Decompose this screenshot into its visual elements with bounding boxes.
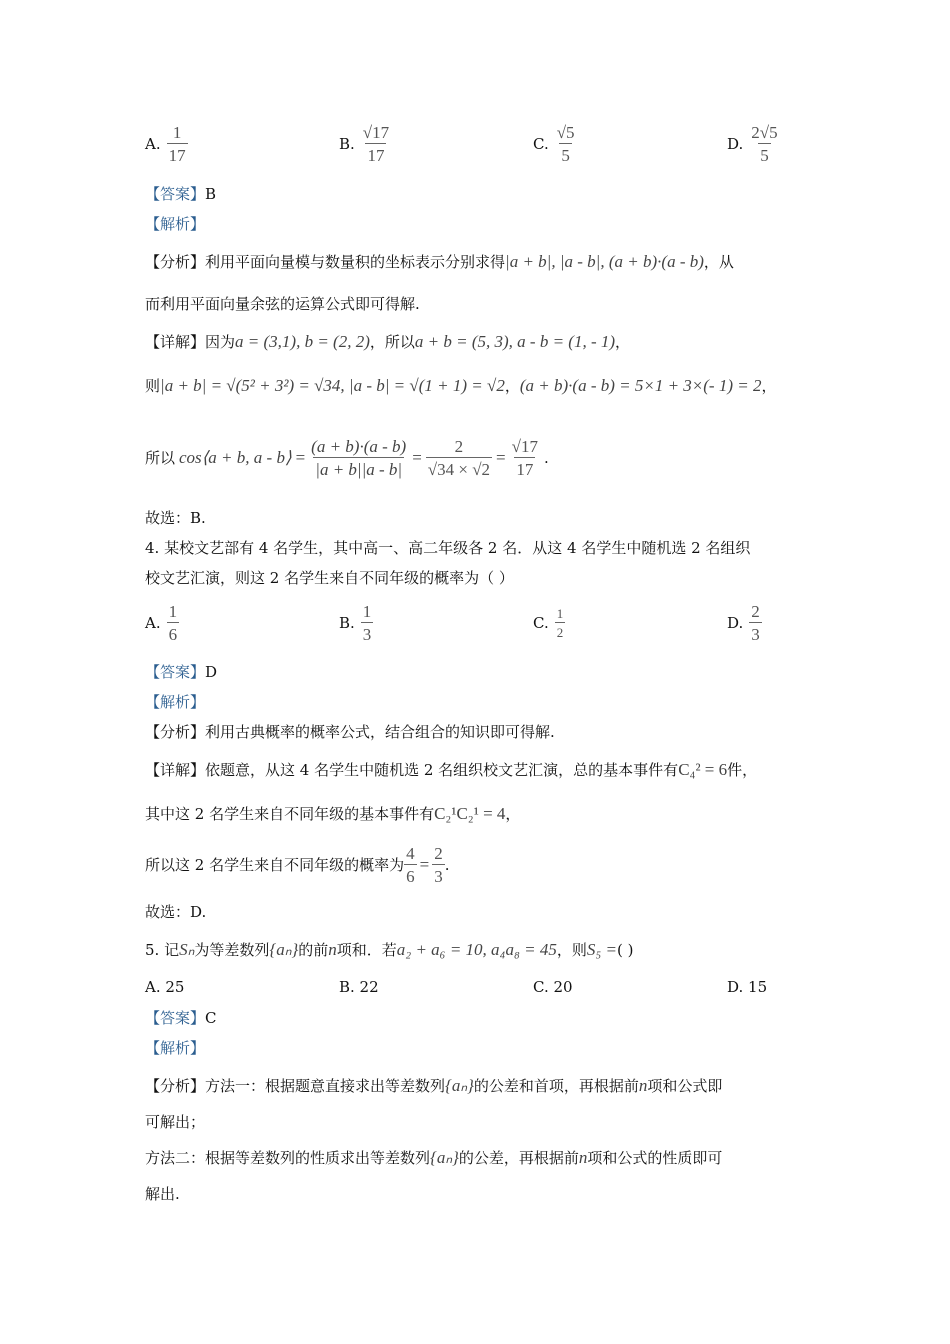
- q4-suoyi: 所以这 2 名学生来自不同年级的概率为 $\frac{4}{6}$ = $\frac{2}{3}$ .: [145, 844, 450, 886]
- q4-xiangjie: 【详解】依题意，从这 4 名学生中随机选 2 名组织校文艺汇演，总的基本事件有C₄² = 6件，: [145, 760, 758, 779]
- q5-choices: [145, 978, 921, 996]
- q4-qizhong: 其中这 2 名学生来自不同年级的基本事件有C₂¹C₂¹ = 4，: [145, 804, 521, 823]
- q3-fenxi-line2: 而利用平面向量余弦的运算公式即可得解.: [145, 295, 420, 313]
- q5-choice-a: A. 25: [145, 978, 185, 996]
- fraction: $\frac{2√5}{5}$: [751, 123, 778, 165]
- q5-method2-line2: 解出.: [145, 1185, 180, 1203]
- q5-analysis-tag: 【解析】: [145, 1039, 206, 1057]
- q3-choices: [145, 120, 921, 168]
- fraction: $\frac{4}{6}$: [406, 844, 415, 886]
- q3-xiangjie: 【详解】因为a = (3,1), b = (2, 2)，所以a + b = (5, 3), a - b = (1, - 1)，: [145, 332, 631, 351]
- fraction: $\frac{√17}{17}$: [362, 123, 390, 165]
- fraction: $\frac{1}{6}$: [168, 602, 178, 644]
- q3-cos-line: 所以 cos⟨a + b, a - b⟩ = $\frac{(a + b)\cdot(a - b)}{|a + b||a - b|}$ = $\frac{2}{√34 \times √2}$ = $\frac{√17}{17}$ .: [145, 437, 549, 479]
- q3-guxuan: 故选：B.: [145, 509, 206, 527]
- math-formula: |a + b| = √(5² + 3²) = √34, |a - b| = √(1 + 1) = √2: [160, 376, 505, 395]
- q5-choice-c: C. 20: [533, 978, 573, 996]
- q3-ze-line: 则|a + b| = √(5² + 3²) = √34, |a - b| = √(1 + 1) = √2，(a + b)·(a - b) = 5×1 + 3×(- 1) = 2，: [145, 376, 777, 395]
- q5-choice-d: D. 15: [727, 978, 768, 996]
- math-formula: (a + b)·(a - b) = 5×1 + 3×(- 1) = 2: [519, 376, 762, 395]
- q4-choices: [145, 600, 921, 646]
- q4-choice-b: B. $\frac{1}{3}$: [339, 602, 372, 644]
- q3-fenxi: 【分析】利用平面向量模与数量积的坐标表示分别求得|a + b|, |a - b|, (a + b)·(a - b)，从: [145, 252, 734, 271]
- q3-analysis-tag: 【解析】: [145, 215, 206, 233]
- fraction: $\frac{√5}{5}$: [556, 123, 575, 165]
- fraction: $\frac{(a + b)\cdot(a - b)}{|a + b||a - b|}$: [311, 437, 407, 479]
- q5-choice-b: B. 22: [339, 978, 379, 996]
- math-formula: C₂¹C₂¹ = 4: [434, 804, 506, 823]
- q4-guxuan: 故选：D.: [145, 903, 207, 921]
- q3-choice-d: D. $\frac{2√5}{5}$: [727, 123, 778, 165]
- math-formula: |a + b|, |a - b|, (a + b)·(a - b): [505, 252, 704, 271]
- math-formula: a = (3,1), b = (2, 2): [235, 332, 370, 351]
- q5-stem: 5. 记Sₙ为等差数列{aₙ}的前n项和．若a₂ + a₆ = 10, a₄a₈ = 45，则S₅ =( ): [145, 940, 634, 959]
- q3-choice-c: C. $\frac{√5}{5}$: [533, 123, 575, 165]
- math-formula: C₄² = 6: [678, 760, 728, 779]
- q4-choice-d: D. $\frac{2}{3}$: [727, 602, 760, 644]
- q4-stem-line1: 4. 某校文艺部有 4 名学生，其中高一、高二年级各 2 名．从这 4 名学生中随机选 2 名组织: [145, 539, 751, 557]
- fraction: $\frac{2}{3}$: [434, 844, 443, 886]
- q3-answer: 【答案】B: [145, 185, 217, 203]
- q4-fenxi: 【分析】利用古典概率的概率公式，结合组合的知识即可得解.: [145, 723, 555, 741]
- q4-analysis-tag: 【解析】: [145, 693, 206, 711]
- fraction: $\frac{2}{3}$: [751, 602, 760, 644]
- fraction: $\frac{2}{√34 \times √2}$: [427, 437, 491, 479]
- q5-method2: 方法二：根据等差数列的性质求出等差数列{aₙ}的公差，再根据前n项和公式的性质即可: [145, 1148, 723, 1167]
- q5-fenxi-line2: 可解出；: [145, 1113, 206, 1131]
- fraction: $\frac{1}{17}$: [168, 123, 186, 165]
- q3-choice-a: A. $\frac{1}{17}$: [145, 123, 186, 165]
- q3-choice-b: B. $\frac{√17}{17}$: [339, 123, 390, 165]
- q5-answer: 【答案】C: [145, 1009, 217, 1027]
- q4-stem-line2: 校文艺汇演，则这 2 名学生来自不同年级的概率为（ ）: [145, 569, 514, 587]
- q4-choice-c: C. $\frac{1}{2}$: [533, 606, 564, 640]
- fraction: $\frac{1}{3}$: [362, 602, 372, 644]
- q5-fenxi: 【分析】方法一：根据题意直接求出等差数列{aₙ}的公差和首项，再根据前n项和公式即: [145, 1076, 723, 1095]
- q4-choice-a: A. $\frac{1}{6}$: [145, 602, 178, 644]
- fraction: $\frac{1}{2}$: [556, 606, 564, 640]
- q4-answer: 【答案】D: [145, 663, 218, 681]
- math-formula: cos⟨a + b, a - b⟩: [179, 448, 292, 467]
- math-formula: a + b = (5, 3), a - b = (1, - 1): [414, 332, 616, 351]
- fraction: $\frac{√17}{17}$: [511, 437, 538, 479]
